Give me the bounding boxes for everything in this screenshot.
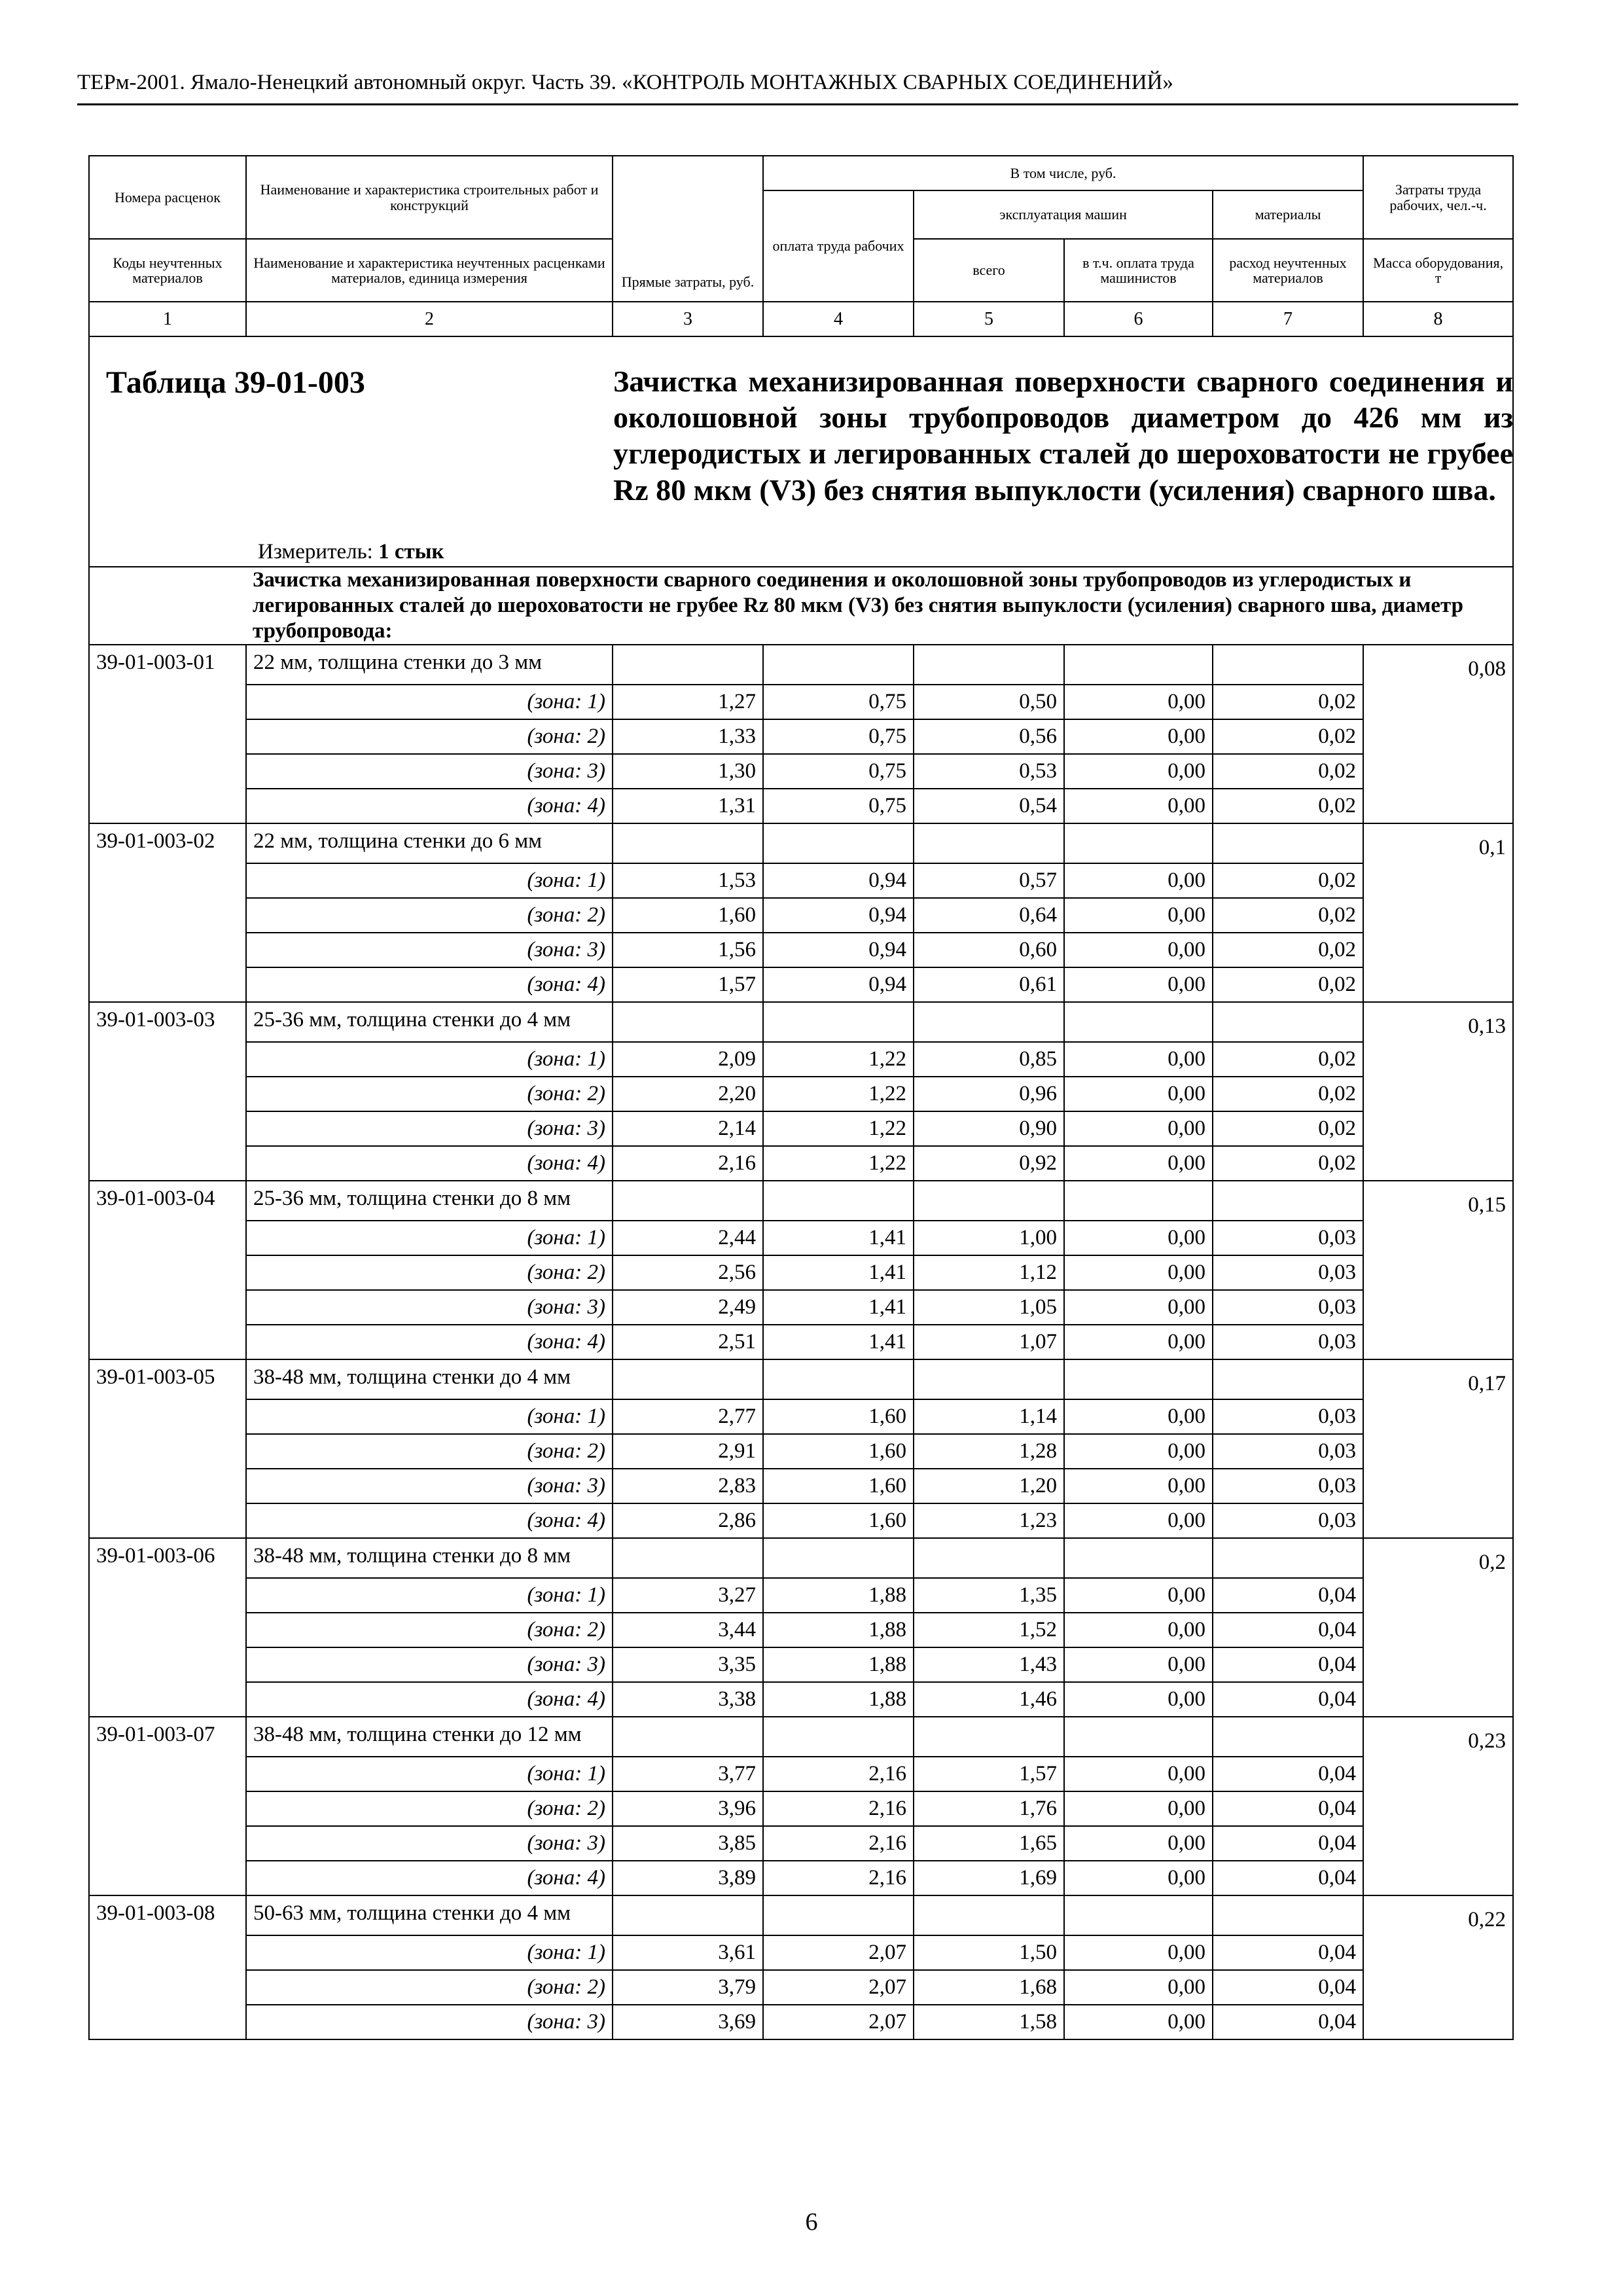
value-cell: 0,02: [1213, 1146, 1363, 1181]
running-header: ТЕРм-2001. Ямало-Ненецкий автономный округ. Часть 39. «КОНТРОЛЬ МОНТАЖНЫХ СВАРНЫХ СОЕДИНЕНИЙ»: [77, 71, 1173, 94]
col1-header-bottom: Коды неучтенных материалов: [89, 239, 246, 302]
value-cell: 2,16: [763, 1791, 914, 1826]
value-cell: 1,35: [914, 1578, 1064, 1613]
value-cell: 3,85: [613, 1826, 763, 1861]
value-cell: 1,88: [763, 1613, 914, 1647]
value-cell: 0,03: [1213, 1325, 1363, 1359]
value-cell: 0,02: [1213, 685, 1363, 719]
zone-label: (зона: 1): [246, 685, 613, 719]
value-cell: 0,04: [1213, 1861, 1363, 1895]
zone-label: (зона: 2): [246, 1077, 613, 1111]
value-cell: 1,65: [914, 1826, 1064, 1861]
value-cell: 0,85: [914, 1042, 1064, 1077]
value-cell: 0,00: [1064, 789, 1213, 823]
value-cell: 0,04: [1213, 1970, 1363, 2005]
labor-cost: 0,23: [1363, 1717, 1513, 1895]
rate-code: 39-01-003-06: [89, 1538, 246, 1717]
value-cell: 0,03: [1213, 1290, 1363, 1325]
zone-label: (зона: 1): [246, 1578, 613, 1613]
value-cell: 0,94: [763, 863, 914, 898]
value-cell: 1,05: [914, 1290, 1064, 1325]
value-cell: 0,00: [1064, 2005, 1213, 2039]
labor-cost: 0,15: [1363, 1181, 1513, 1359]
zone-label: (зона: 1): [246, 863, 613, 898]
value-cell: 0,00: [1064, 898, 1213, 933]
column-number: 5: [914, 302, 1064, 336]
value-cell: 1,52: [914, 1613, 1064, 1647]
zone-label: (зона: 3): [246, 1826, 613, 1861]
value-cell: 0,00: [1064, 1077, 1213, 1111]
value-cell: 3,89: [613, 1861, 763, 1895]
value-cell: 2,16: [763, 1757, 914, 1791]
value-cell: 3,35: [613, 1647, 763, 1682]
section-heading: Зачистка механизированная поверхности сварного соединения и околошовной зоны трубопроводов из углеродистых и легированных сталей до шероховатости не грубее Rz 80 мкм (V3) без снятия выпуклости (усиления) сварного шва, диаметр трубопровода:: [246, 567, 1513, 645]
value-cell: 0,60: [914, 933, 1064, 967]
meter-label: Измеритель:: [258, 540, 373, 564]
value-cell: 0,00: [1064, 1757, 1213, 1791]
item-description: 22 мм, толщина стенки до 6 мм: [246, 823, 613, 863]
zone-label: (зона: 3): [246, 1111, 613, 1146]
value-cell: 0,02: [1213, 754, 1363, 789]
value-cell: 3,69: [613, 2005, 763, 2039]
labor-cost: 0,17: [1363, 1359, 1513, 1538]
value-cell: 1,27: [613, 685, 763, 719]
value-cell: 0,56: [914, 719, 1064, 754]
value-cell: 0,75: [763, 719, 914, 754]
rate-code: 39-01-003-02: [89, 823, 246, 1002]
value-cell: 0,00: [1064, 967, 1213, 1002]
value-cell: 1,88: [763, 1578, 914, 1613]
zone-label: (зона: 2): [246, 1255, 613, 1290]
value-cell: 3,79: [613, 1970, 763, 2005]
value-cell: 1,07: [914, 1325, 1064, 1359]
value-cell: 0,00: [1064, 863, 1213, 898]
value-cell: 2,16: [763, 1861, 914, 1895]
value-cell: 1,12: [914, 1255, 1064, 1290]
zone-label: (зона: 4): [246, 967, 613, 1002]
value-cell: 1,88: [763, 1647, 914, 1682]
value-cell: 2,07: [763, 1935, 914, 1970]
value-cell: 0,04: [1213, 1613, 1363, 1647]
value-cell: 0,04: [1213, 1647, 1363, 1682]
value-cell: 0,92: [914, 1146, 1064, 1181]
value-cell: 0,02: [1213, 1042, 1363, 1077]
machines-header: эксплуатация машин: [914, 190, 1213, 239]
value-cell: 0,03: [1213, 1434, 1363, 1469]
value-cell: 0,00: [1064, 685, 1213, 719]
value-cell: 0,00: [1064, 1111, 1213, 1146]
value-cell: 0,02: [1213, 1077, 1363, 1111]
value-cell: 0,00: [1064, 1399, 1213, 1434]
rate-code: 39-01-003-08: [89, 1895, 246, 2039]
rate-code: 39-01-003-01: [89, 645, 246, 823]
value-cell: 0,00: [1064, 1647, 1213, 1682]
zone-label: (зона: 4): [246, 1146, 613, 1181]
value-cell: 3,61: [613, 1935, 763, 1970]
value-cell: 0,94: [763, 898, 914, 933]
value-cell: 3,27: [613, 1578, 763, 1613]
rate-code: 39-01-003-07: [89, 1717, 246, 1895]
col2-header-bottom: Наименование и характеристика неучтенных расценками материалов, единица измерения: [246, 239, 613, 302]
value-cell: 1,22: [763, 1146, 914, 1181]
col2-header-top: Наименование и характеристика строительных работ и конструкций: [246, 156, 613, 239]
zone-label: (зона: 1): [246, 1221, 613, 1255]
value-cell: 0,61: [914, 967, 1064, 1002]
value-cell: 0,00: [1064, 1791, 1213, 1826]
column-number: 7: [1213, 302, 1363, 336]
value-cell: 0,00: [1064, 1861, 1213, 1895]
labor-cost: 0,1: [1363, 823, 1513, 1002]
value-cell: 1,60: [763, 1434, 914, 1469]
value-cell: 0,64: [914, 898, 1064, 933]
column-number: 6: [1064, 302, 1213, 336]
value-cell: 1,57: [914, 1757, 1064, 1791]
zone-label: (зона: 3): [246, 2005, 613, 2039]
value-cell: 2,07: [763, 1970, 914, 2005]
value-cell: 0,00: [1064, 1970, 1213, 2005]
value-cell: 1,00: [914, 1221, 1064, 1255]
zone-label: (зона: 2): [246, 1970, 613, 2005]
value-cell: 0,02: [1213, 719, 1363, 754]
col3-header: Прямые затраты, руб.: [613, 156, 763, 302]
value-cell: 0,04: [1213, 1757, 1363, 1791]
value-cell: 0,04: [1213, 1578, 1363, 1613]
value-cell: 0,00: [1064, 1146, 1213, 1181]
value-cell: 2,14: [613, 1111, 763, 1146]
value-cell: 1,22: [763, 1077, 914, 1111]
col4-header: оплата труда рабочих: [763, 190, 914, 302]
labor-cost: 0,13: [1363, 1002, 1513, 1181]
value-cell: 1,68: [914, 1970, 1064, 2005]
value-cell: 1,58: [914, 2005, 1064, 2039]
col5-header: всего: [914, 239, 1064, 302]
value-cell: 0,00: [1064, 1503, 1213, 1538]
value-cell: 0,75: [763, 754, 914, 789]
item-description: 38-48 мм, толщина стенки до 4 мм: [246, 1359, 613, 1399]
value-cell: 0,53: [914, 754, 1064, 789]
value-cell: 0,02: [1213, 863, 1363, 898]
materials-header: материалы: [1213, 190, 1363, 239]
value-cell: 1,41: [763, 1290, 914, 1325]
zone-label: (зона: 1): [246, 1757, 613, 1791]
value-cell: 1,60: [763, 1503, 914, 1538]
value-cell: 0,75: [763, 685, 914, 719]
value-cell: 2,49: [613, 1290, 763, 1325]
col1-header-top: Номера расценок: [89, 156, 246, 239]
value-cell: 0,04: [1213, 2005, 1363, 2039]
value-cell: 0,00: [1064, 754, 1213, 789]
header-rule: [77, 103, 1518, 105]
value-cell: 1,50: [914, 1935, 1064, 1970]
labor-cost: 0,22: [1363, 1895, 1513, 2039]
value-cell: 0,02: [1213, 967, 1363, 1002]
value-cell: 0,00: [1064, 933, 1213, 967]
zone-label: (зона: 3): [246, 754, 613, 789]
col7-header: расход неучтенных материалов: [1213, 239, 1363, 302]
table-title-text: Зачистка механизированная поверхности сварного соединения и околошовной зоны трубопроводов диаметром до 426 мм из углеродистых и легированных сталей до шероховатости не грубее Rz 80 мкм (V3) без снятия выпуклости (усиления) сварного шва.: [613, 365, 1513, 507]
value-cell: 2,77: [613, 1399, 763, 1434]
value-cell: 2,56: [613, 1255, 763, 1290]
column-number: 2: [246, 302, 613, 336]
zone-label: (зона: 2): [246, 1613, 613, 1647]
value-cell: 0,04: [1213, 1935, 1363, 1970]
value-cell: 0,75: [763, 789, 914, 823]
item-description: 25-36 мм, толщина стенки до 8 мм: [246, 1181, 613, 1221]
rate-code: 39-01-003-04: [89, 1181, 246, 1359]
value-cell: 1,28: [914, 1434, 1064, 1469]
col8-header-top: Затраты труда рабочих, чел.-ч.: [1363, 156, 1513, 239]
zone-label: (зона: 4): [246, 1682, 613, 1717]
column-number: 4: [763, 302, 914, 336]
meter-value: 1 стык: [378, 540, 444, 564]
item-description: 38-48 мм, толщина стенки до 8 мм: [246, 1538, 613, 1578]
value-cell: 0,00: [1064, 1255, 1213, 1290]
value-cell: 0,02: [1213, 898, 1363, 933]
value-cell: 1,33: [613, 719, 763, 754]
value-cell: 1,41: [763, 1325, 914, 1359]
zone-label: (зона: 4): [246, 1325, 613, 1359]
zone-label: (зона: 1): [246, 1042, 613, 1077]
value-cell: 2,91: [613, 1434, 763, 1469]
value-cell: 1,60: [763, 1469, 914, 1503]
value-cell: 1,69: [914, 1861, 1064, 1895]
table-title-label: Таблица 39-01-003: [106, 365, 365, 400]
value-cell: 0,04: [1213, 1791, 1363, 1826]
value-cell: 1,76: [914, 1791, 1064, 1826]
value-cell: 1,23: [914, 1503, 1064, 1538]
value-cell: 0,03: [1213, 1469, 1363, 1503]
value-cell: 2,44: [613, 1221, 763, 1255]
value-cell: 0,50: [914, 685, 1064, 719]
value-cell: 1,22: [763, 1042, 914, 1077]
value-cell: 1,30: [613, 754, 763, 789]
rate-code: 39-01-003-05: [89, 1359, 246, 1538]
page-number: 6: [805, 2208, 818, 2236]
value-cell: 0,94: [763, 933, 914, 967]
column-number: 1: [89, 302, 246, 336]
zone-label: (зона: 2): [246, 1434, 613, 1469]
value-cell: 1,41: [763, 1221, 914, 1255]
value-cell: 0,04: [1213, 1826, 1363, 1861]
zone-label: (зона: 4): [246, 789, 613, 823]
value-cell: 0,03: [1213, 1255, 1363, 1290]
value-cell: 0,90: [914, 1111, 1064, 1146]
value-cell: 0,57: [914, 863, 1064, 898]
value-cell: 0,00: [1064, 719, 1213, 754]
value-cell: 0,04: [1213, 1682, 1363, 1717]
rate-code: 39-01-003-03: [89, 1002, 246, 1181]
item-description: 50-63 мм, толщина стенки до 4 мм: [246, 1895, 613, 1935]
value-cell: 2,16: [763, 1826, 914, 1861]
zone-label: (зона: 4): [246, 1503, 613, 1538]
column-number: 8: [1363, 302, 1513, 336]
value-cell: 2,83: [613, 1469, 763, 1503]
value-cell: 0,00: [1064, 1290, 1213, 1325]
zone-label: (зона: 2): [246, 719, 613, 754]
value-cell: 1,31: [613, 789, 763, 823]
value-cell: 1,41: [763, 1255, 914, 1290]
zone-label: (зона: 3): [246, 1469, 613, 1503]
value-cell: 0,00: [1064, 1613, 1213, 1647]
zone-label: (зона: 3): [246, 1647, 613, 1682]
col8-header-bottom: Масса оборудования, т: [1363, 239, 1513, 302]
value-cell: 2,07: [763, 2005, 914, 2039]
value-cell: 2,09: [613, 1042, 763, 1077]
value-cell: 3,38: [613, 1682, 763, 1717]
value-cell: 0,02: [1213, 1111, 1363, 1146]
value-cell: 0,96: [914, 1077, 1064, 1111]
value-cell: 0,02: [1213, 933, 1363, 967]
value-cell: 1,53: [613, 863, 763, 898]
zone-label: (зона: 2): [246, 898, 613, 933]
col6-header: в т.ч. оплата труда машинистов: [1064, 239, 1213, 302]
zone-label: (зона: 1): [246, 1399, 613, 1434]
labor-cost: 0,08: [1363, 645, 1513, 823]
value-cell: 1,56: [613, 933, 763, 967]
value-cell: 0,02: [1213, 789, 1363, 823]
value-cell: 0,03: [1213, 1503, 1363, 1538]
zone-label: (зона: 1): [246, 1935, 613, 1970]
incl-header: В том числе, руб.: [763, 156, 1363, 190]
value-cell: 1,88: [763, 1682, 914, 1717]
value-cell: 0,54: [914, 789, 1064, 823]
value-cell: 1,22: [763, 1111, 914, 1146]
value-cell: 0,00: [1064, 1682, 1213, 1717]
value-cell: 0,00: [1064, 1578, 1213, 1613]
value-cell: 2,51: [613, 1325, 763, 1359]
column-number: 3: [613, 302, 763, 336]
value-cell: 0,00: [1064, 1221, 1213, 1255]
value-cell: 2,20: [613, 1077, 763, 1111]
value-cell: 1,60: [613, 898, 763, 933]
value-cell: 3,44: [613, 1613, 763, 1647]
rates-table: [88, 155, 1514, 2040]
value-cell: 0,00: [1064, 1935, 1213, 1970]
value-cell: 1,14: [914, 1399, 1064, 1434]
value-cell: 3,96: [613, 1791, 763, 1826]
zone-label: (зона: 2): [246, 1791, 613, 1826]
value-cell: 1,60: [763, 1399, 914, 1434]
zone-label: (зона: 3): [246, 933, 613, 967]
value-cell: 0,00: [1064, 1434, 1213, 1469]
value-cell: 2,16: [613, 1146, 763, 1181]
value-cell: 0,94: [763, 967, 914, 1002]
zone-label: (зона: 3): [246, 1290, 613, 1325]
table-title-block: [89, 336, 1513, 567]
value-cell: 0,00: [1064, 1042, 1213, 1077]
value-cell: 1,57: [613, 967, 763, 1002]
value-cell: 2,86: [613, 1503, 763, 1538]
value-cell: 0,00: [1064, 1469, 1213, 1503]
item-description: 25-36 мм, толщина стенки до 4 мм: [246, 1002, 613, 1042]
value-cell: 0,00: [1064, 1826, 1213, 1861]
value-cell: 0,03: [1213, 1221, 1363, 1255]
value-cell: 0,03: [1213, 1399, 1363, 1434]
value-cell: 0,00: [1064, 1325, 1213, 1359]
item-description: 38-48 мм, толщина стенки до 12 мм: [246, 1717, 613, 1757]
item-description: 22 мм, толщина стенки до 3 мм: [246, 645, 613, 685]
labor-cost: 0,2: [1363, 1538, 1513, 1717]
meter-line: [258, 540, 444, 564]
zone-label: (зона: 4): [246, 1861, 613, 1895]
value-cell: 1,43: [914, 1647, 1064, 1682]
value-cell: 3,77: [613, 1757, 763, 1791]
value-cell: 1,20: [914, 1469, 1064, 1503]
value-cell: 1,46: [914, 1682, 1064, 1717]
